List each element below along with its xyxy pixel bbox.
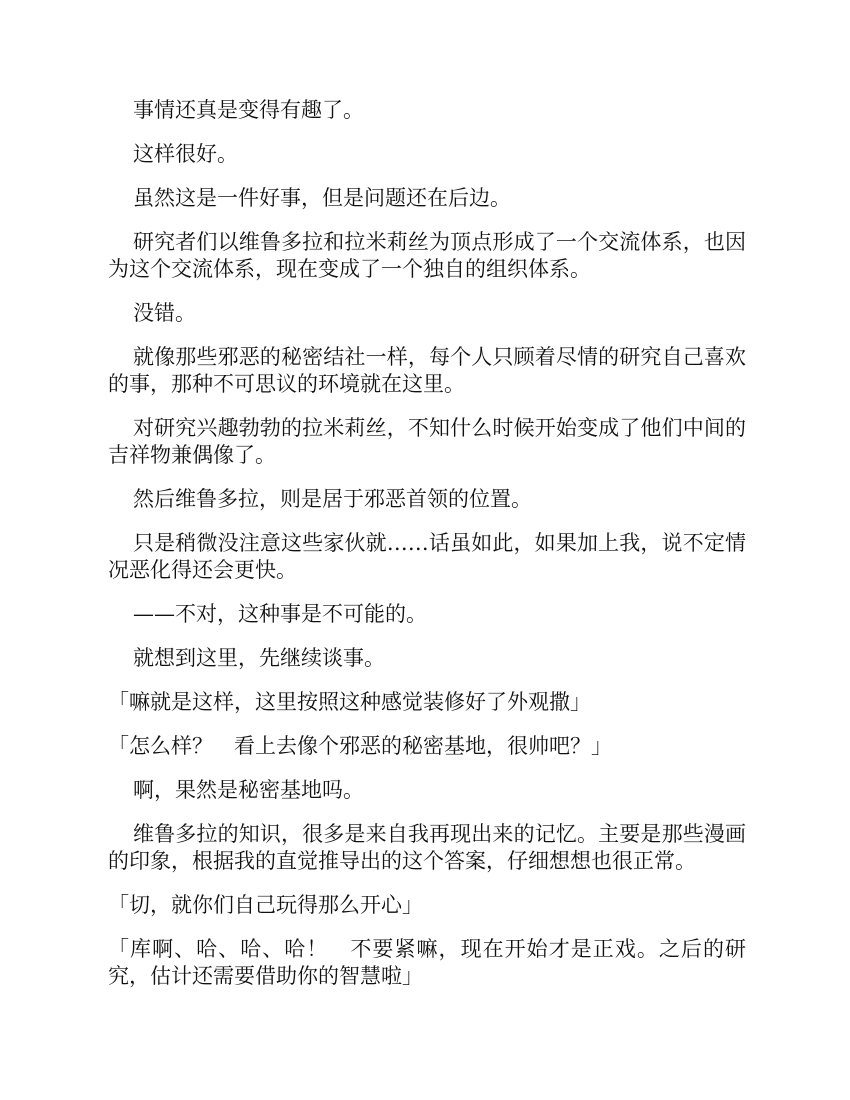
paragraph: 就想到这里，先继续谈事。 bbox=[133, 646, 385, 670]
paragraph: 就像那些邪恶的秘密结社一样，每个人只顾着尽情的研究自己喜欢的事，那种不可思议的环境就在这里。 bbox=[108, 345, 746, 396]
paragraph: 只是稍微没注意这些家伙就……话虽如此，如果加上我，说不定情况恶化得还会更快。 bbox=[108, 531, 746, 582]
paragraph: 维鲁多拉的知识，很多是来自我再现出来的记忆。主要是那些漫画的印象，根据我的直觉推导出的这个答案，仔细想想也很正常。 bbox=[108, 822, 746, 873]
paragraph: 没错。 bbox=[133, 301, 196, 325]
paragraph: 研究者们以维鲁多拉和拉米莉丝为顶点形成了一个交流体系，也因为这个交流体系，现在变成了一个独自的组织体系。 bbox=[108, 230, 746, 281]
paragraph: 啊，果然是秘密基地吗。 bbox=[133, 778, 364, 802]
paragraph: 这样很好。 bbox=[133, 142, 238, 166]
paragraph: ——不对，这种事是不可能的。 bbox=[133, 602, 427, 626]
document-page bbox=[108, 97, 746, 1007]
paragraph: 虽然这是一件好事，但是问题还在后边。 bbox=[133, 186, 511, 210]
paragraph: 「切，就你们自己玩得那么开心」 bbox=[108, 893, 423, 917]
paragraph: 「嘛就是这样，这里按照这种感觉装修好了外观撒」 bbox=[108, 690, 591, 714]
paragraph: 然后维鲁多拉，则是居于邪恶首领的位置。 bbox=[133, 487, 532, 511]
paragraph: 「库啊、哈、哈、哈！ 不要紧嘛，现在开始才是正戏。之后的研究，估计还需要借助你的智慧啦」 bbox=[108, 937, 746, 988]
paragraph: 「怎么样？ 看上去像个邪恶的秘密基地，很帅吧？」 bbox=[108, 734, 612, 758]
paragraph: 事情还真是变得有趣了。 bbox=[133, 98, 364, 122]
paragraph: 对研究兴趣勃勃的拉米莉丝，不知什么时候开始变成了他们中间的吉祥物兼偶像了。 bbox=[108, 416, 746, 467]
